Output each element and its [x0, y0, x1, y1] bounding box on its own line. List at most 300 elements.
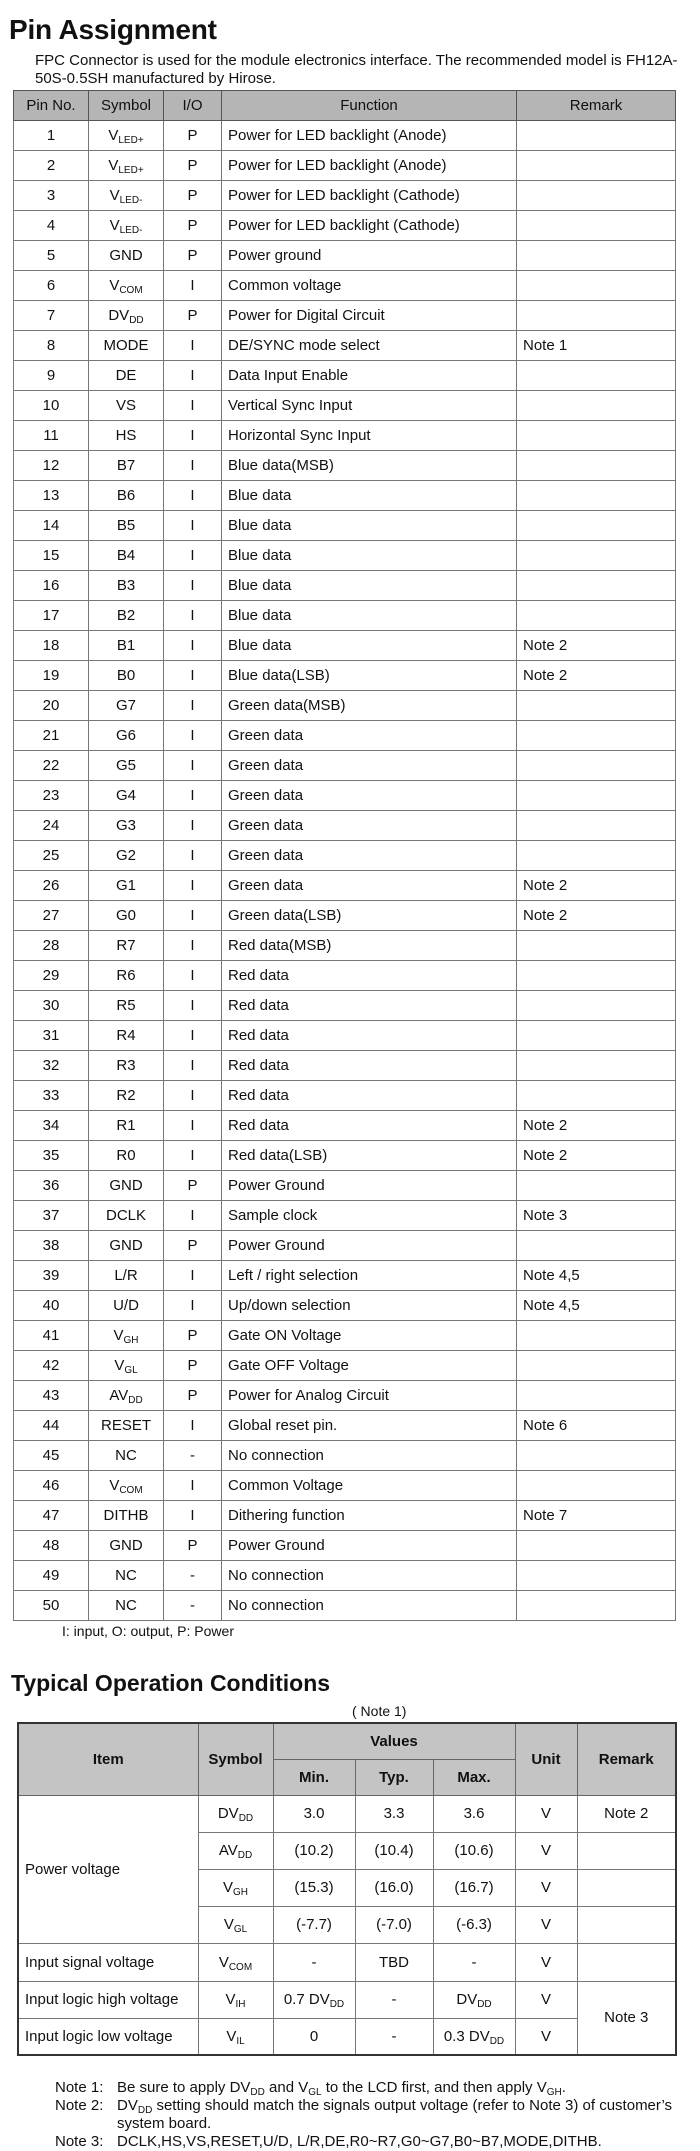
table-row [14, 631, 676, 661]
table-row [14, 961, 676, 991]
table-row [14, 871, 676, 901]
table-row [14, 241, 676, 271]
pin-remark [517, 961, 676, 991]
op-remark: Note 2 [577, 1795, 676, 1832]
pin-io: I [164, 901, 222, 931]
pin-io: I [164, 1081, 222, 1111]
pin-symbol: R6 [89, 961, 164, 991]
op-remark [577, 1906, 676, 1943]
pin-function: Power ground [222, 241, 517, 271]
pin-number: 13 [14, 481, 89, 511]
op-unit: V [515, 1832, 577, 1869]
pin-function: Blue data [222, 601, 517, 631]
pin-io: I [164, 1201, 222, 1231]
pin-function: Blue data [222, 541, 517, 571]
table-row [18, 1795, 676, 1832]
pin-symbol: G4 [89, 781, 164, 811]
col-header-symbol: Symbol [89, 91, 164, 121]
pin-number: 31 [14, 1021, 89, 1051]
table-row [14, 181, 676, 211]
op-symbol: $DV_{DD}$ [198, 1795, 273, 1832]
pin-symbol: B7 [89, 451, 164, 481]
pin-symbol: R4 [89, 1021, 164, 1051]
pin-number: 1 [14, 121, 89, 151]
operation-conditions-table [17, 1722, 677, 2056]
table-row [14, 1141, 676, 1171]
op-header-min: Min. [273, 1759, 355, 1795]
table-row [14, 1231, 676, 1261]
pin-io: P [164, 151, 222, 181]
pin-number: 49 [14, 1561, 89, 1591]
op-header-row-1 [18, 1723, 676, 1759]
pin-number: 18 [14, 631, 89, 661]
pin-number: 3 [14, 181, 89, 211]
table-row [14, 1021, 676, 1051]
op-unit: V [515, 2018, 577, 2055]
pin-number: 27 [14, 901, 89, 931]
op-remark [577, 1943, 676, 1981]
pin-remark: Note 2 [517, 661, 676, 691]
note-text: GH [546, 2087, 562, 2098]
pin-number: 38 [14, 1231, 89, 1261]
table-row [18, 1943, 676, 1981]
pin-number: 2 [14, 151, 89, 181]
pin-remark [517, 1471, 676, 1501]
pin-number: 36 [14, 1171, 89, 1201]
pin-function: No connection [222, 1591, 517, 1621]
table-row [14, 1441, 676, 1471]
pin-remark [517, 511, 676, 541]
table-row [14, 1111, 676, 1141]
pin-remark [517, 481, 676, 511]
pin-number: 35 [14, 1141, 89, 1171]
op-min: (10.2) [273, 1832, 355, 1869]
pin-remark [517, 931, 676, 961]
note-text: DV [117, 2097, 138, 2114]
pin-number: 4 [14, 211, 89, 241]
pin-number: 17 [14, 601, 89, 631]
table-row [14, 421, 676, 451]
pin-symbol: VS [89, 391, 164, 421]
pin-function: Red data [222, 961, 517, 991]
pin-number: 45 [14, 1441, 89, 1471]
pin-symbol: G7 [89, 691, 164, 721]
table-row [14, 1291, 676, 1321]
pin-remark [517, 1351, 676, 1381]
pin-function: Power for LED backlight (Anode) [222, 121, 517, 151]
table-row [14, 721, 676, 751]
pin-symbol: MODE [89, 331, 164, 361]
pin-io: P [164, 211, 222, 241]
pin-io: I [164, 421, 222, 451]
pin-number: 24 [14, 811, 89, 841]
intro-text: FPC Connector is used for the module electronics interface. The recommended model is FH12A-50S-0.5SH manufactured by Hirose. [35, 52, 678, 87]
pin-function: Common Voltage [222, 1471, 517, 1501]
pin-symbol: GND [89, 1531, 164, 1561]
pin-io: I [164, 691, 222, 721]
pin-remark: Note 3 [517, 1201, 676, 1231]
pin-function: Red data(MSB) [222, 931, 517, 961]
pin-number: 30 [14, 991, 89, 1021]
pin-remark: Note 4,5 [517, 1291, 676, 1321]
pin-number: 22 [14, 751, 89, 781]
op-symbol: $AV_{DD}$ [198, 1832, 273, 1869]
pin-number: 5 [14, 241, 89, 271]
table-row [18, 1981, 676, 2018]
table-row [14, 1501, 676, 1531]
pin-symbol: R1 [89, 1111, 164, 1141]
pin-function: Red data [222, 1081, 517, 1111]
pin-remark [517, 1531, 676, 1561]
op-typ: - [355, 1981, 433, 2018]
pin-symbol: R3 [89, 1051, 164, 1081]
pin-io: I [164, 931, 222, 961]
pin-function: Green data [222, 871, 517, 901]
pin-table-header [14, 91, 676, 121]
pin-remark [517, 271, 676, 301]
pin-io: - [164, 1561, 222, 1591]
note-key: Note 2: [55, 2097, 104, 2114]
pin-number: 42 [14, 1351, 89, 1381]
op-unit: V [515, 1869, 577, 1906]
pin-remark [517, 751, 676, 781]
pin-io: P [164, 241, 222, 271]
pin-symbol: HS [89, 421, 164, 451]
pin-io: P [164, 1351, 222, 1381]
table-row [14, 1171, 676, 1201]
pin-table-body [14, 121, 676, 1621]
pin-function: Left / right selection [222, 1261, 517, 1291]
op-unit: V [515, 1906, 577, 1943]
table-row [14, 1261, 676, 1291]
pin-assignment-table [13, 90, 676, 1621]
pin-function: Power for Digital Circuit [222, 301, 517, 331]
pin-io: I [164, 1471, 222, 1501]
note-text: to the LCD first, and then apply V [321, 2079, 547, 2096]
table-row [14, 331, 676, 361]
pin-symbol: $V_{COM}$ [89, 1471, 164, 1501]
table-row [14, 901, 676, 931]
table-row [14, 1381, 676, 1411]
note-text: Be sure to apply DV [117, 2079, 251, 2096]
op-max: 0.3 $DV_{DD}$ [433, 2018, 515, 2055]
pin-remark: Note 1 [517, 331, 676, 361]
pin-io: I [164, 841, 222, 871]
note-reference: ( Note 1) [352, 1703, 407, 1719]
pin-symbol: B5 [89, 511, 164, 541]
pin-function: Green data [222, 781, 517, 811]
pin-number: 48 [14, 1531, 89, 1561]
pin-io: I [164, 451, 222, 481]
pin-function: Blue data [222, 571, 517, 601]
pin-symbol: G3 [89, 811, 164, 841]
pin-function: Red data [222, 1021, 517, 1051]
pin-io: I [164, 631, 222, 661]
pin-io: I [164, 1261, 222, 1291]
pin-number: 28 [14, 931, 89, 961]
pin-remark [517, 1231, 676, 1261]
pin-io: P [164, 301, 222, 331]
pin-symbol: B2 [89, 601, 164, 631]
pin-symbol: B0 [89, 661, 164, 691]
op-item-input-signal: Input signal voltage [18, 1943, 198, 1981]
table-row [14, 211, 676, 241]
pin-io: I [164, 811, 222, 841]
pin-symbol: $DV_{DD}$ [89, 301, 164, 331]
pin-function: Green data(MSB) [222, 691, 517, 721]
op-min: - [273, 1943, 355, 1981]
op-item-input-high: Input logic high voltage [18, 1981, 198, 2018]
pin-io: I [164, 361, 222, 391]
note-text: DD [250, 2087, 265, 2098]
op-max: - [433, 1943, 515, 1981]
op-symbol: $V_{IH}$ [198, 1981, 273, 2018]
pin-function: No connection [222, 1441, 517, 1471]
table-row [14, 1321, 676, 1351]
table-row [14, 1561, 676, 1591]
table-row [14, 541, 676, 571]
op-max: (16.7) [433, 1869, 515, 1906]
pin-io: P [164, 1171, 222, 1201]
table-row [14, 991, 676, 1021]
note-key: Note 1: [55, 2079, 104, 2096]
op-max: (-6.3) [433, 1906, 515, 1943]
table-row [14, 841, 676, 871]
pin-io: I [164, 991, 222, 1021]
pin-function: Power for Analog Circuit [222, 1381, 517, 1411]
pin-number: 15 [14, 541, 89, 571]
op-table-body [18, 1795, 676, 2055]
section-title-pin-assignment: Pin Assignment [9, 14, 217, 45]
pin-io: I [164, 661, 222, 691]
pin-number: 39 [14, 1261, 89, 1291]
pin-number: 23 [14, 781, 89, 811]
pin-function: Green data [222, 811, 517, 841]
note-text: setting should match the signals output voltage (refer to Note 3) of customer’s system board. [117, 2097, 673, 2132]
table-row [14, 751, 676, 781]
pin-io: I [164, 511, 222, 541]
table-row [14, 601, 676, 631]
op-symbol: $V_{GH}$ [198, 1869, 273, 1906]
pin-remark [517, 841, 676, 871]
op-remark [577, 1869, 676, 1906]
pin-function: No connection [222, 1561, 517, 1591]
pin-symbol: G5 [89, 751, 164, 781]
note-text: DD [137, 2105, 153, 2116]
pin-function: Red data [222, 1111, 517, 1141]
op-symbol: $V_{GL}$ [198, 1906, 273, 1943]
pin-function: Power Ground [222, 1171, 517, 1201]
col-header-io: I/O [164, 91, 222, 121]
pin-remark [517, 811, 676, 841]
pin-function: DE/SYNC mode select [222, 331, 517, 361]
col-header-remark: Remark [517, 91, 676, 121]
op-remark-logic: Note 3 [577, 1981, 676, 2055]
pin-remark [517, 1081, 676, 1111]
pin-io: I [164, 481, 222, 511]
pin-symbol: R0 [89, 1141, 164, 1171]
pin-number: 37 [14, 1201, 89, 1231]
op-typ: (10.4) [355, 1832, 433, 1869]
pin-symbol: R7 [89, 931, 164, 961]
pin-remark [517, 151, 676, 181]
pin-io: I [164, 541, 222, 571]
pin-io: I [164, 331, 222, 361]
table-row [14, 511, 676, 541]
pin-remark [517, 421, 676, 451]
op-min: 3.0 [273, 1795, 355, 1832]
pin-number: 12 [14, 451, 89, 481]
table-row [14, 301, 676, 331]
pin-symbol: R5 [89, 991, 164, 1021]
pin-symbol: G0 [89, 901, 164, 931]
pin-number: 8 [14, 331, 89, 361]
pin-symbol: B1 [89, 631, 164, 661]
op-symbol: $V_{COM}$ [198, 1943, 273, 1981]
pin-symbol: $V_{LED+}$ [89, 151, 164, 181]
note-item [55, 2133, 695, 2151]
pin-number: 44 [14, 1411, 89, 1441]
pin-function: Gate ON Voltage [222, 1321, 517, 1351]
pin-number: 32 [14, 1051, 89, 1081]
table-row [14, 931, 676, 961]
pin-number: 47 [14, 1501, 89, 1531]
pin-function: Gate OFF Voltage [222, 1351, 517, 1381]
table-row [14, 691, 676, 721]
pin-io: I [164, 1021, 222, 1051]
table-row [14, 391, 676, 421]
table-row [14, 661, 676, 691]
pin-remark [517, 781, 676, 811]
pin-symbol: NC [89, 1591, 164, 1621]
table-row [14, 1081, 676, 1111]
pin-number: 50 [14, 1591, 89, 1621]
pin-remark [517, 721, 676, 751]
op-header-max: Max. [433, 1759, 515, 1795]
pin-number: 7 [14, 301, 89, 331]
pin-symbol: $AV_{DD}$ [89, 1381, 164, 1411]
pin-function: Data Input Enable [222, 361, 517, 391]
pin-number: 11 [14, 421, 89, 451]
pin-remark [517, 1021, 676, 1051]
section-title-operation-conditions: Typical Operation Conditions [11, 1670, 331, 1696]
col-header-function: Function [222, 91, 517, 121]
pin-function: Global reset pin. [222, 1411, 517, 1441]
pin-io: I [164, 1291, 222, 1321]
pin-symbol: $V_{LED-}$ [89, 181, 164, 211]
pin-symbol: R2 [89, 1081, 164, 1111]
pin-remark [517, 1171, 676, 1201]
table-row [14, 271, 676, 301]
op-unit: V [515, 1795, 577, 1832]
pin-remark: Note 7 [517, 1501, 676, 1531]
pin-symbol: GND [89, 241, 164, 271]
pin-remark [517, 211, 676, 241]
pin-remark [517, 241, 676, 271]
pin-function: Red data [222, 1051, 517, 1081]
pin-remark [517, 601, 676, 631]
pin-remark: Note 2 [517, 1111, 676, 1141]
pin-symbol: L/R [89, 1261, 164, 1291]
pin-symbol: B6 [89, 481, 164, 511]
op-item-power-voltage: Power voltage [18, 1795, 198, 1943]
pin-remark [517, 1381, 676, 1411]
pin-remark: Note 6 [517, 1411, 676, 1441]
pin-function: Power for LED backlight (Cathode) [222, 181, 517, 211]
pin-symbol: GND [89, 1171, 164, 1201]
pin-remark [517, 181, 676, 211]
pin-symbol: NC [89, 1441, 164, 1471]
op-header-values: Values [273, 1723, 515, 1759]
pin-io: I [164, 781, 222, 811]
pin-remark [517, 1591, 676, 1621]
pin-remark: Note 2 [517, 1141, 676, 1171]
pin-remark: Note 2 [517, 631, 676, 661]
pin-io: I [164, 871, 222, 901]
pin-remark [517, 1321, 676, 1351]
table-row [14, 571, 676, 601]
pin-number: 20 [14, 691, 89, 721]
pin-symbol: G2 [89, 841, 164, 871]
pin-number: 25 [14, 841, 89, 871]
pin-io: I [164, 391, 222, 421]
table-row [14, 151, 676, 181]
table-row [14, 1201, 676, 1231]
op-min: 0 [273, 2018, 355, 2055]
pin-function: Power Ground [222, 1231, 517, 1261]
pin-function: Common voltage [222, 271, 517, 301]
note-item [55, 2079, 695, 2097]
pin-number: 9 [14, 361, 89, 391]
pin-remark [517, 691, 676, 721]
pin-function: Red data [222, 991, 517, 1021]
pin-remark: Note 2 [517, 901, 676, 931]
pin-function: Dithering function [222, 1501, 517, 1531]
pin-io: I [164, 1501, 222, 1531]
pin-function: Green data [222, 721, 517, 751]
pin-io: P [164, 1231, 222, 1261]
op-header-item: Item [18, 1723, 198, 1795]
pin-number: 46 [14, 1471, 89, 1501]
table-row [14, 481, 676, 511]
table-row [14, 1051, 676, 1081]
pin-remark [517, 391, 676, 421]
pin-remark [517, 571, 676, 601]
pin-function: Power for LED backlight (Anode) [222, 151, 517, 181]
pin-function: Blue data [222, 511, 517, 541]
op-max: (10.6) [433, 1832, 515, 1869]
table-row [14, 781, 676, 811]
pin-symbol: DE [89, 361, 164, 391]
pin-remark [517, 451, 676, 481]
op-typ: 3.3 [355, 1795, 433, 1832]
op-typ: (-7.0) [355, 1906, 433, 1943]
table-row [14, 1471, 676, 1501]
op-header-unit: Unit [515, 1723, 577, 1795]
pin-number: 6 [14, 271, 89, 301]
table-row [14, 1351, 676, 1381]
pin-function: Power Ground [222, 1531, 517, 1561]
note-key: Note 3: [55, 2133, 104, 2150]
op-min: (15.3) [273, 1869, 355, 1906]
notes-block [55, 2079, 695, 2151]
pin-number: 10 [14, 391, 89, 421]
pin-remark: Note 2 [517, 871, 676, 901]
op-unit: V [515, 1981, 577, 2018]
note-text: . [561, 2079, 566, 2096]
pin-remark: Note 4,5 [517, 1261, 676, 1291]
op-item-input-low: Input logic low voltage [18, 2018, 198, 2055]
